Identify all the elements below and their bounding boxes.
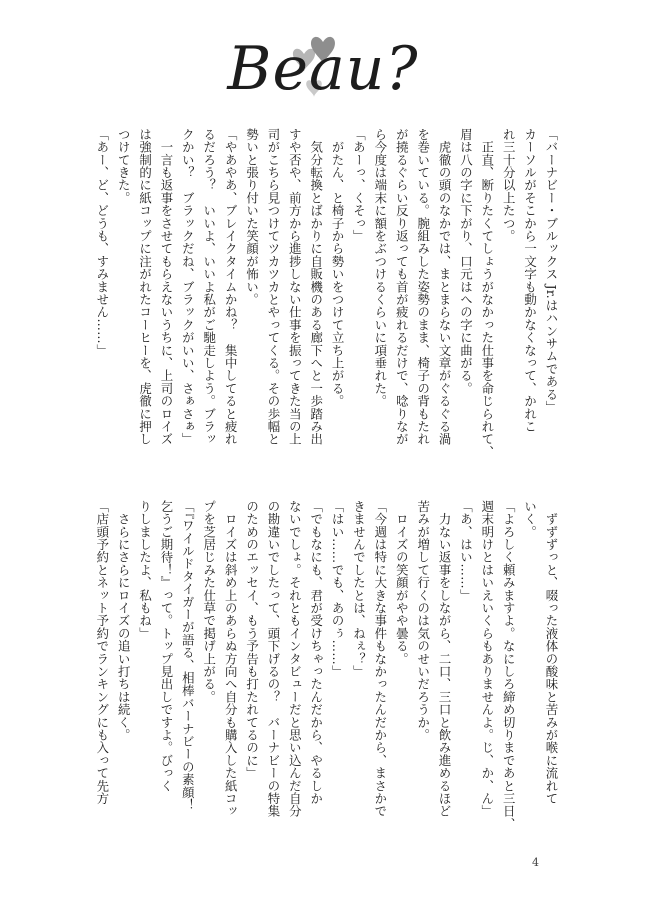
text-column: ロイズの笑顔がやや曇る。 xyxy=(394,500,410,666)
text-column: カーソルがそこから一文字も動かなくなって、かれこ xyxy=(522,128,538,433)
text-column: 苦みが増して行くのは気のせいだろうか。 xyxy=(415,500,431,742)
text-column: すや否や、前方から進捗しない仕事を振ってきた当の上 xyxy=(287,128,303,446)
text-column: 「『ワイルドタイガーが語る、相棒バーナビーの素顔！ xyxy=(180,500,196,812)
text-column: 気分転換とばかりに自販機のある廊下へと一歩踏み出 xyxy=(308,128,324,446)
text-column: ずずずっと、啜った液体の酸味と苦みが喉に流れて xyxy=(544,500,559,805)
text-column: りしましたよ、私もね」 xyxy=(137,500,153,640)
lower-text-block xyxy=(82,500,562,830)
text-column: 一言も返事をさせてもらえないうちに、上司のロイズ xyxy=(158,128,174,446)
text-column: ら今度は端末に額をぶつけるくらいに項垂れた。 xyxy=(372,128,388,408)
text-column: れ三十分以上たつ。 xyxy=(501,128,517,243)
page-title: Beau? xyxy=(227,34,419,104)
text-column: プを芝居じみた仕草で掲げ上がる。 xyxy=(201,500,217,704)
text-column: 司がこちら見つけてツカツカとやってくる。その歩幅と xyxy=(265,128,281,446)
text-column: 「あー、ど、どうも、すみません……」 xyxy=(94,128,110,357)
text-column: 「やあやあ、ブレイクタイムかね？ 集中してると疲れ xyxy=(223,128,239,446)
text-column: ロイズは斜め上のあらぬ方向へ自分も購入した紙コッ xyxy=(223,500,239,818)
text-column: 虎徹の頭のなかでは、まとまらない文章がぐるぐる渦 xyxy=(437,128,453,446)
text-column: は強制的に紙コップに注がれたコーヒーを、虎徹に押し xyxy=(137,128,153,446)
text-column: 「あ、はい……」 xyxy=(458,500,474,602)
text-column: つけてきた。 xyxy=(116,128,132,205)
text-column: きませんでしたとは、ねぇ？」 xyxy=(351,500,367,678)
text-column: が撓るぐらい反り返っても首が疲れるだけで、唸りなが xyxy=(394,128,410,446)
text-column: 力ない返事をしながら、二口、三口と飲み進めるほど xyxy=(437,500,453,818)
page-number: 4 xyxy=(532,856,539,869)
text-column: 正直、断りたくてしょうがなかった仕事を命じられて、 xyxy=(479,128,495,459)
text-column: 週末明けとはいえいくらもありませんよ。じ、か、ん」 xyxy=(479,500,495,818)
text-column: るだろう？ いいよ、いいよ私がご馳走しよう。ブラッ xyxy=(201,128,217,446)
upper-text-block xyxy=(82,128,562,492)
text-column: 「今週は特に大きな事件もなかったんだから、まさかで xyxy=(372,500,388,818)
text-column: の勘違いでしたって、頭下げるの？ バーナビーの特集 xyxy=(265,500,281,818)
text-column: 勢いと張り付いた笑顔が怖い。 xyxy=(244,128,260,306)
text-column: 眉は八の字に下がり、口元はへの字に曲がる。 xyxy=(458,128,474,395)
text-column: 乞うご期待！』って。トップ見出しですよ。びっく xyxy=(158,500,174,793)
text-column: 「でもなにも、君が受けちゃったんだから、やるしか xyxy=(308,500,324,805)
text-column: を巻いている。腕組みした姿勢のまま、椅子の背もたれ xyxy=(415,128,431,446)
text-column: 「よろしく頼みますよ。なにしろ締め切りまであと三日、 xyxy=(501,500,517,830)
text-column: 「バーナビー・ブルックス Jr.はハンサムである」 xyxy=(544,128,559,414)
text-column: 「あーっ、くそっ」 xyxy=(351,128,367,243)
text-column: 「はい……でも、あのぅ……」 xyxy=(330,500,346,678)
text-column: いく。 xyxy=(522,500,538,539)
text-column: さらにさらにロイズの追い打ちは続く。 xyxy=(116,500,132,742)
text-column: クかい？ ブラックだね、ブラックがいい、さぁさぁ」 xyxy=(180,128,196,446)
text-column: のためのエッセイ、もう予告も打たれてるのに」 xyxy=(244,500,260,780)
text-column: 「店頭予約とネット予約でランキングにも入って先方 xyxy=(94,500,110,805)
text-column: ないでしょ。それともインタビューだと思い込んだ自分 xyxy=(287,500,303,818)
title-area xyxy=(0,22,646,112)
text-column: がたん、と椅子から勢いをつけて立ち上がる。 xyxy=(330,128,346,408)
